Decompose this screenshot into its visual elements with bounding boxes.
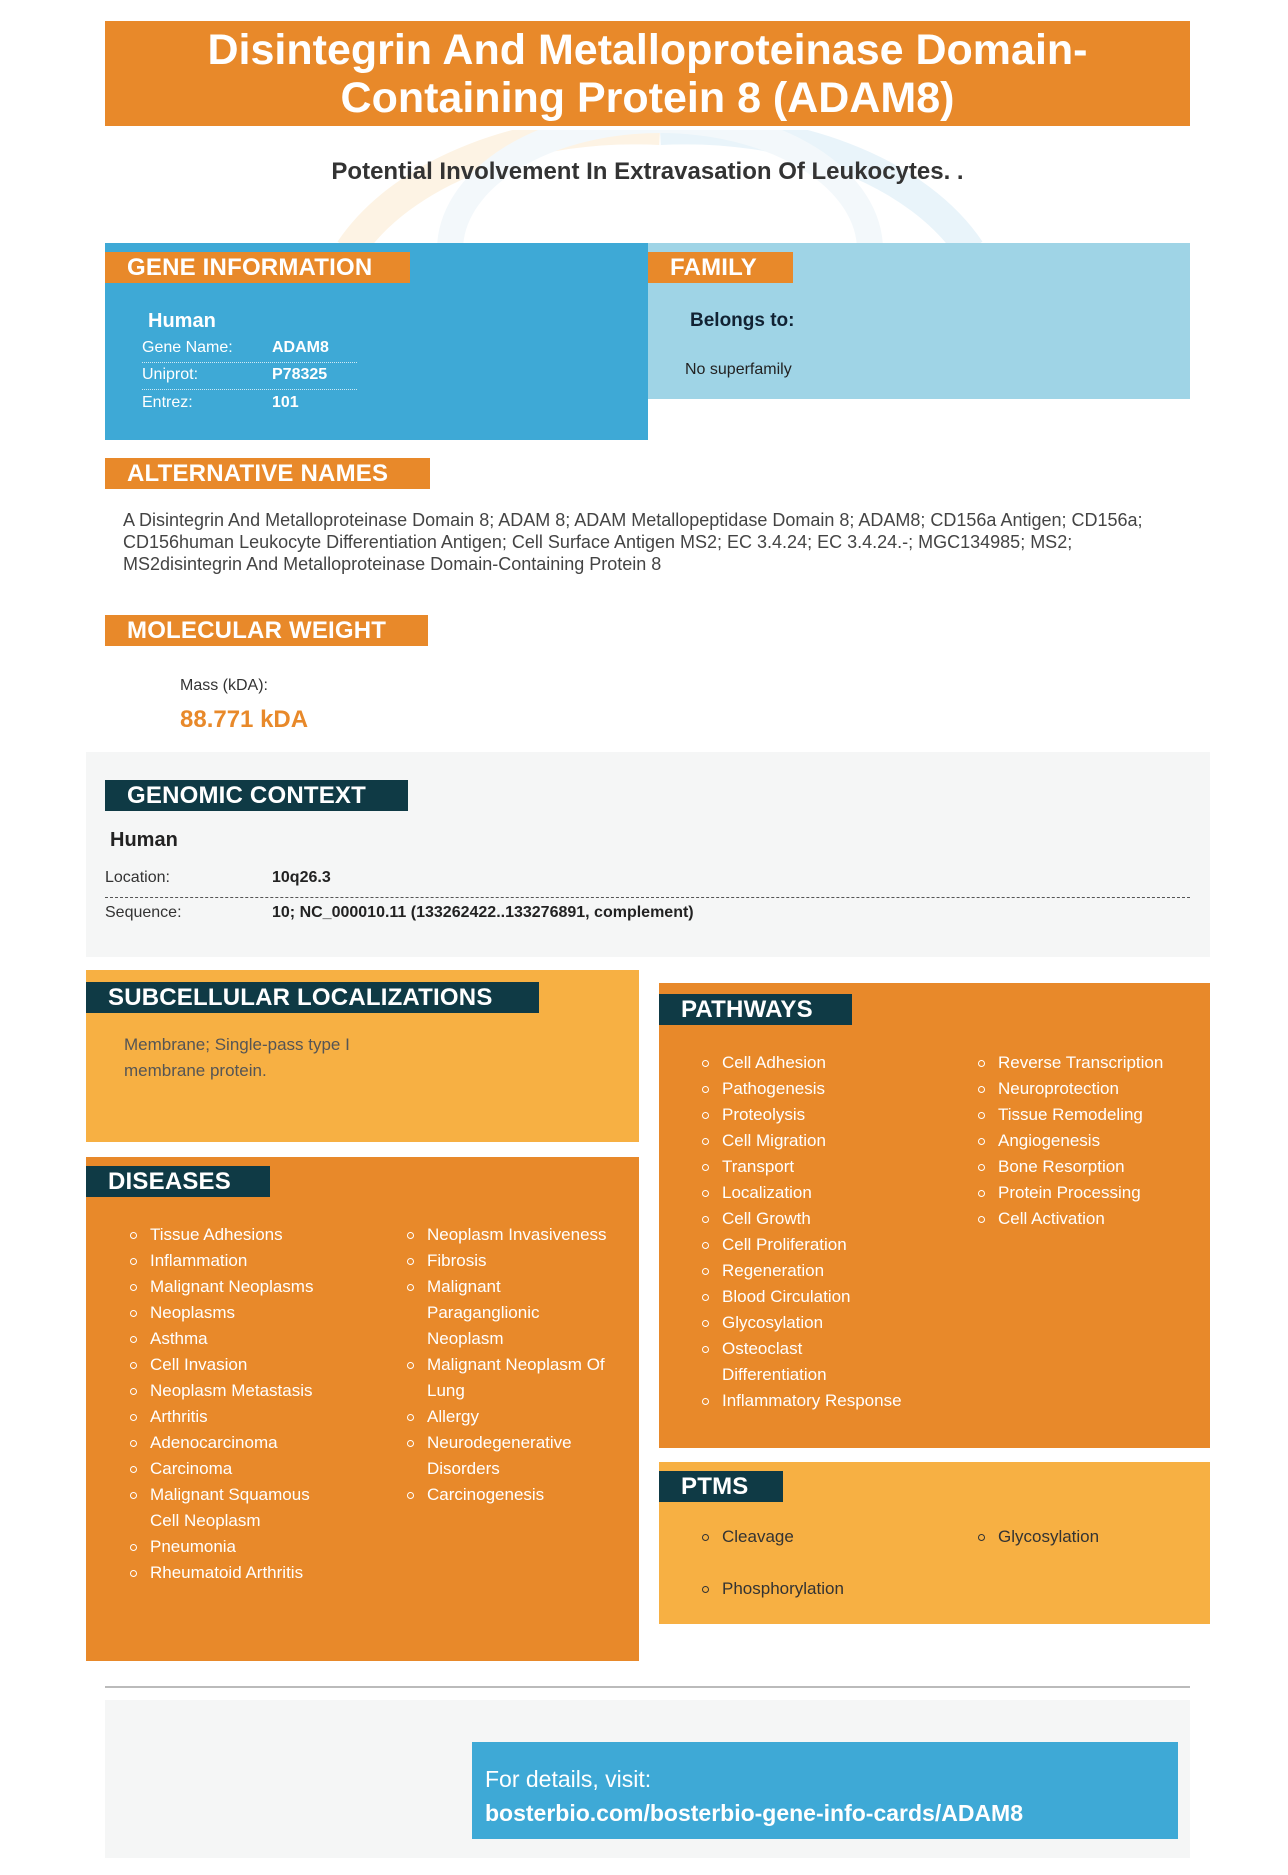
list-item: Cell Activation <box>976 1206 1201 1232</box>
uniprot-value: P78325 <box>272 366 328 383</box>
mass-label: Mass (kDA): <box>180 677 268 694</box>
family-value: No superfamily <box>685 361 792 378</box>
gene-name-label: Gene Name: <box>142 339 233 356</box>
list-item: Localization <box>700 1180 930 1206</box>
molecular-weight-heading: MOLECULAR WEIGHT <box>105 615 428 646</box>
alternative-names-text: A Disintegrin And Metalloproteinase Domain 8; ADAM 8; ADAM Metallopeptidase Domain 8; ADAM8; CD156a Antigen; CD156a; CD156human Leukocyte Differentiation Antigen; Cell Surface Antigen MS2; EC 3.4.24; EC 3.4.24.-; MGC134985; MS2; MS2disintegrin And Metalloproteinase Domain-Containing Protein 8 <box>123 510 1143 574</box>
gene-name-value: ADAM8 <box>272 339 329 356</box>
list-item: Pneumonia <box>128 1534 348 1560</box>
entrez-label: Entrez: <box>142 394 193 411</box>
divider <box>142 389 357 390</box>
list-item: Cleavage <box>700 1527 794 1547</box>
sequence-value: 10; NC_000010.11 (133262422..133276891, complement) <box>272 904 694 921</box>
list-item: Regeneration <box>700 1258 930 1284</box>
list-item: Neuroprotection <box>976 1076 1201 1102</box>
list-item: Cell Invasion <box>128 1352 348 1378</box>
list-item: Carcinoma <box>128 1456 348 1482</box>
list-item: Reverse Transcription <box>976 1050 1201 1076</box>
list-item: Blood Circulation <box>700 1284 930 1310</box>
list-item: Glycosylation <box>700 1310 930 1336</box>
family-belongs-label: Belongs to: <box>690 310 795 331</box>
sequence-label: Sequence: <box>105 904 182 921</box>
list-item: Cell Growth <box>700 1206 930 1232</box>
list-item: Neurodegenerative Disorders <box>405 1430 575 1482</box>
watermark-logo-icon <box>330 130 990 250</box>
list-item: Neoplasm Invasiveness <box>405 1222 620 1248</box>
list-item: Protein Processing <box>976 1180 1201 1206</box>
divider <box>105 897 1190 898</box>
footer-link-box[interactable] <box>472 1742 1178 1839</box>
list-item: Bone Resorption <box>976 1154 1201 1180</box>
pathways-list-col2 <box>976 1050 1201 1232</box>
ptms-heading: PTMS <box>659 1471 783 1502</box>
list-item: Cell Adhesion <box>700 1050 930 1076</box>
page-title: Disintegrin And Metalloproteinase Domain-Containing Protein 8 (ADAM8) <box>207 25 1088 122</box>
footer-label: For details, visit: <box>485 1766 652 1792</box>
divider <box>105 1686 1190 1688</box>
list-item: Malignant Neoplasms <box>128 1274 348 1300</box>
mass-value: 88.771 kDA <box>180 706 309 733</box>
family-heading: FAMILY <box>648 252 793 283</box>
list-item: Inflammation <box>128 1248 348 1274</box>
list-item: Pathogenesis <box>700 1076 930 1102</box>
entrez-value: 101 <box>272 394 299 411</box>
list-item: Proteolysis <box>700 1102 930 1128</box>
list-item: Neoplasm Metastasis <box>128 1378 348 1404</box>
alternative-names-heading: ALTERNATIVE NAMES <box>105 458 430 489</box>
list-item: Cell Proliferation <box>700 1232 930 1258</box>
list-item: Adenocarcinoma <box>128 1430 348 1456</box>
list-item: Cell Migration <box>700 1128 930 1154</box>
page-subtitle: Potential Involvement In Extravasation Of Leukocytes. . <box>331 158 964 185</box>
list-item: Malignant Neoplasm Of Lung <box>405 1352 605 1404</box>
uniprot-label: Uniprot: <box>142 366 199 383</box>
list-item: Arthritis <box>128 1404 348 1430</box>
subcellular-heading: SUBCELLULAR LOCALIZATIONS <box>86 982 539 1013</box>
location-value: 10q26.3 <box>272 869 331 886</box>
list-item: Neoplasms <box>128 1300 348 1326</box>
list-item: Malignant Squamous Cell Neoplasm <box>128 1482 328 1534</box>
list-item: Asthma <box>128 1326 348 1352</box>
genomic-species: Human <box>110 829 178 851</box>
list-item: Allergy <box>405 1404 620 1430</box>
pathways-heading: PATHWAYS <box>659 994 852 1025</box>
divider <box>142 362 357 363</box>
list-item: Fibrosis <box>405 1248 620 1274</box>
list-item: Angiogenesis <box>976 1128 1201 1154</box>
list-item: Glycosylation <box>976 1527 1099 1547</box>
list-item: Rheumatoid Arthritis <box>128 1560 348 1586</box>
subcellular-text: Membrane; Single-pass type I membrane protein. <box>124 1035 350 1080</box>
title-banner <box>105 21 1190 126</box>
location-label: Location: <box>105 869 170 886</box>
diseases-list-col1 <box>128 1222 348 1586</box>
diseases-heading: DISEASES <box>86 1166 270 1197</box>
list-item: Malignant Paraganglionic Neoplasm <box>405 1274 555 1352</box>
pathways-list-col1 <box>700 1050 930 1414</box>
diseases-list-col2 <box>405 1222 620 1508</box>
genomic-context-heading: GENOMIC CONTEXT <box>105 780 408 811</box>
list-item: Carcinogenesis <box>405 1482 620 1508</box>
list-item: Tissue Remodeling <box>976 1102 1201 1128</box>
list-item: Tissue Adhesions <box>128 1222 348 1248</box>
list-item: Phosphorylation <box>700 1579 844 1599</box>
list-item: Osteoclast Differentiation <box>700 1336 830 1388</box>
list-item: Inflammatory Response <box>700 1388 930 1414</box>
gene-species: Human <box>148 310 216 332</box>
gene-information-heading: GENE INFORMATION <box>105 252 410 283</box>
footer-url-link[interactable]: bosterbio.com/bosterbio-gene-info-cards/ADAM8 <box>485 1800 1023 1826</box>
list-item: Transport <box>700 1154 930 1180</box>
